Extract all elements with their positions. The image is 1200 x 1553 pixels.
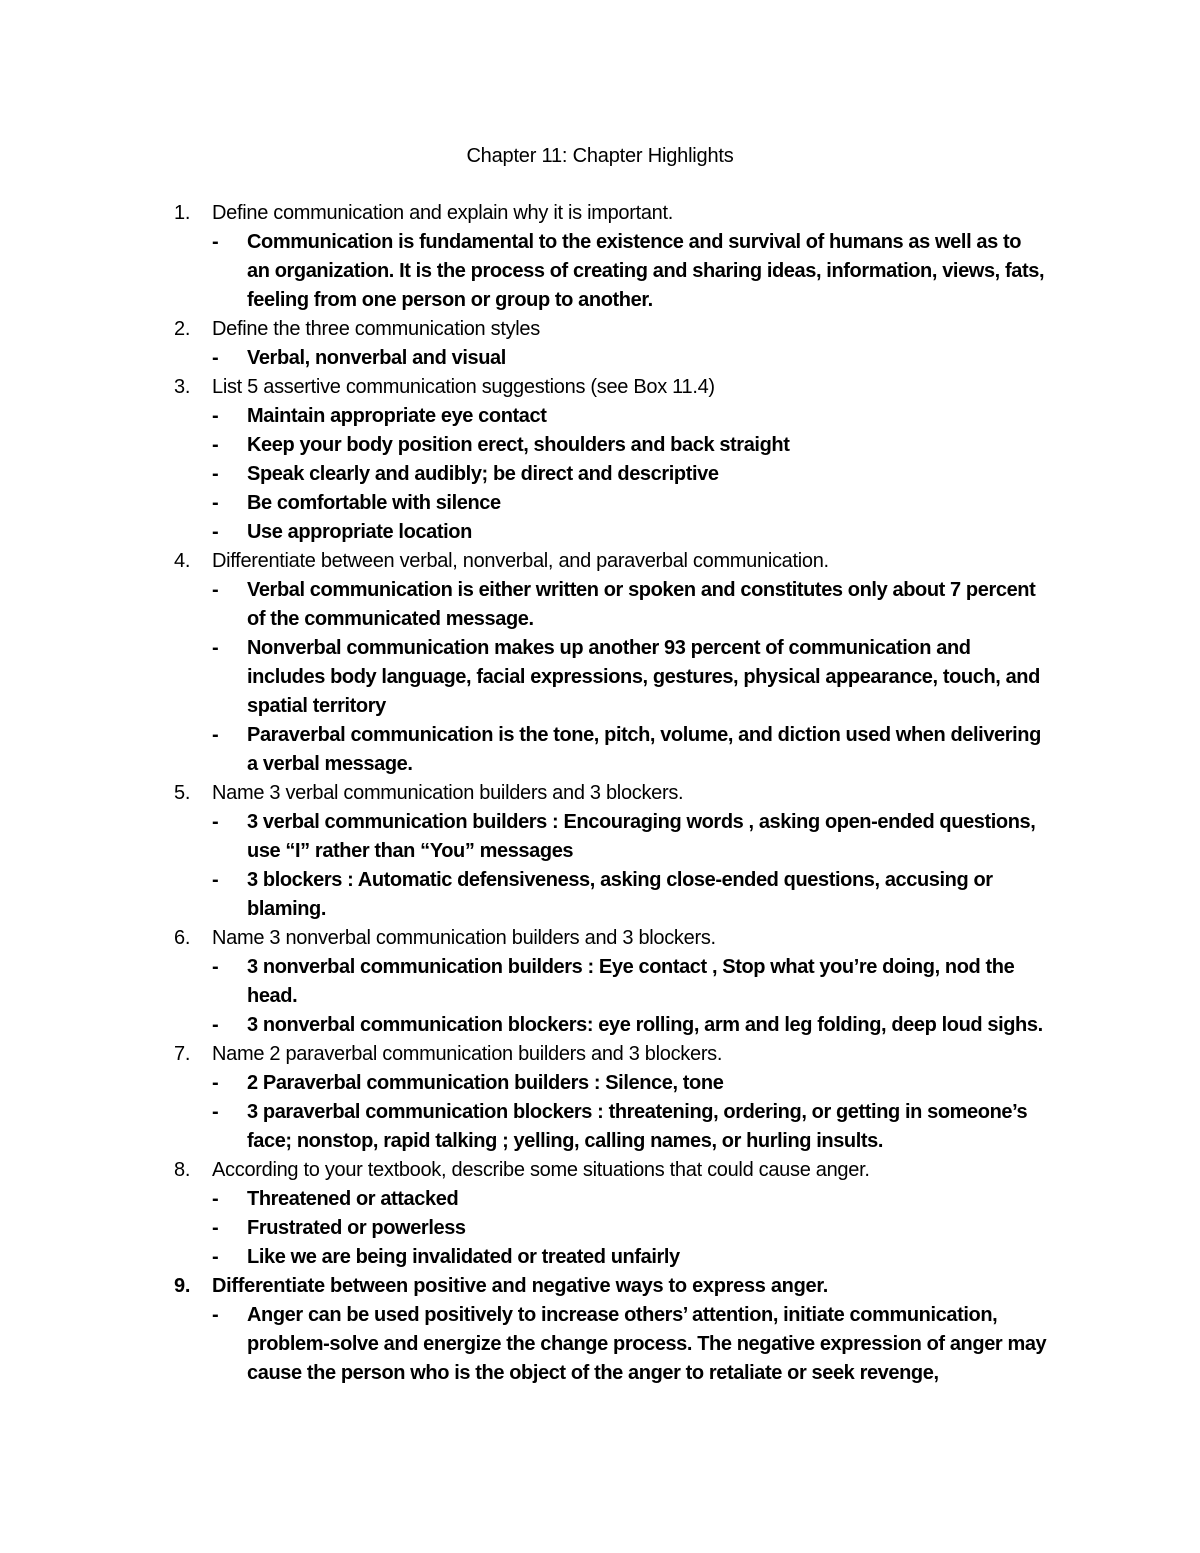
answer-bullet	[0, 634, 1047, 721]
answer-bullet	[0, 953, 1047, 1011]
dash-bullet-icon: -	[212, 405, 219, 427]
dash-bullet-icon: -	[212, 1304, 219, 1326]
answer-text: 3 nonverbal communication blockers: eye rolling, arm and leg folding, deep loud sighs.	[247, 1014, 1043, 1036]
question-item	[0, 547, 1200, 576]
question-number: 5.	[174, 782, 191, 804]
answer-text: Keep your body position erect, shoulders and back straight	[247, 434, 790, 456]
question-text: Name 3 nonverbal communication builders and 3 blockers.	[212, 927, 716, 949]
question-text: According to your textbook, describe some situations that could cause anger.	[212, 1159, 870, 1181]
answer-text: Verbal, nonverbal and visual	[247, 347, 506, 369]
question-number: 3.	[174, 376, 191, 398]
dash-bullet-icon: -	[212, 1072, 219, 1094]
question-item	[0, 315, 1200, 344]
question-text: List 5 assertive communication suggestions (see Box 11.4)	[212, 376, 715, 398]
question-number: 1.	[174, 202, 191, 224]
answer-text: Communication is fundamental to the existence and survival of humans as well as to an organization. It is the process of creating and sharing ideas, information, views, fats, feeling from one person or group to another.	[247, 231, 1045, 311]
dash-bullet-icon: -	[212, 1246, 219, 1268]
answer-bullet	[0, 808, 1047, 866]
answer-text: 2 Paraverbal communication builders : Silence, tone	[247, 1072, 724, 1094]
answer-text: 3 verbal communication builders : Encouraging words , asking open-ended questions, use “I” rather than “You” messages	[247, 811, 1036, 862]
question-text: Name 3 verbal communication builders and 3 blockers.	[212, 782, 684, 804]
question-number: 2.	[174, 318, 191, 340]
answer-bullet	[0, 576, 1047, 634]
answer-text: Verbal communication is either written or spoken and constitutes only about 7 percent of the communicated message.	[247, 579, 1036, 630]
dash-bullet-icon: -	[212, 492, 219, 514]
dash-bullet-icon: -	[212, 811, 219, 833]
answer-bullet	[0, 1301, 1047, 1388]
answer-bullet	[0, 1214, 1047, 1243]
answer-bullet	[0, 489, 1047, 518]
answer-text: Threatened or attacked	[247, 1188, 459, 1210]
dash-bullet-icon: -	[212, 956, 219, 978]
question-text: Define communication and explain why it is important.	[212, 202, 673, 224]
question-text: Define the three communication styles	[212, 318, 540, 340]
dash-bullet-icon: -	[212, 347, 219, 369]
answer-bullet	[0, 1098, 1047, 1156]
question-item	[0, 1272, 1200, 1301]
question-number: 8.	[174, 1159, 191, 1181]
question-number: 6.	[174, 927, 191, 949]
dash-bullet-icon: -	[212, 724, 219, 746]
answer-text: 3 blockers : Automatic defensiveness, asking close-ended questions, accusing or blaming.	[247, 869, 993, 920]
answer-text: Frustrated or powerless	[247, 1217, 466, 1239]
page-title: Chapter 11: Chapter Highlights	[466, 145, 734, 167]
answer-text: Maintain appropriate eye contact	[247, 405, 547, 427]
question-item	[0, 1156, 1200, 1185]
answer-text: 3 paraverbal communication blockers : threatening, ordering, or getting in someone’s face; nonstop, rapid talking ; yelling, calling names, or hurling insults.	[247, 1101, 1028, 1152]
question-list	[0, 199, 1200, 1388]
dash-bullet-icon: -	[212, 1014, 219, 1036]
answer-text: Use appropriate location	[247, 521, 472, 543]
dash-bullet-icon: -	[212, 521, 219, 543]
answer-bullet	[0, 344, 1047, 373]
question-item	[0, 1040, 1200, 1069]
dash-bullet-icon: -	[212, 869, 219, 891]
question-item	[0, 373, 1200, 402]
answer-bullet	[0, 1069, 1047, 1098]
dash-bullet-icon: -	[212, 637, 219, 659]
question-item	[0, 779, 1200, 808]
question-item	[0, 924, 1200, 953]
dash-bullet-icon: -	[212, 1217, 219, 1239]
answer-bullet	[0, 518, 1047, 547]
dash-bullet-icon: -	[212, 231, 219, 253]
answer-bullet	[0, 402, 1047, 431]
answer-bullet	[0, 431, 1047, 460]
answer-bullet	[0, 1243, 1047, 1272]
dash-bullet-icon: -	[212, 434, 219, 456]
question-text: Name 2 paraverbal communication builders and 3 blockers.	[212, 1043, 723, 1065]
answer-text: Paraverbal communication is the tone, pitch, volume, and diction used when delivering a verbal message.	[247, 724, 1041, 775]
question-number: 7.	[174, 1043, 191, 1065]
answer-bullet	[0, 1011, 1047, 1040]
question-item	[0, 199, 1200, 228]
dash-bullet-icon: -	[212, 1101, 219, 1123]
dash-bullet-icon: -	[212, 579, 219, 601]
answer-text: Like we are being invalidated or treated unfairly	[247, 1246, 680, 1268]
answer-bullet	[0, 1185, 1047, 1214]
dash-bullet-icon: -	[212, 1188, 219, 1210]
answer-bullet	[0, 721, 1047, 779]
question-number: 9.	[174, 1275, 191, 1297]
answer-bullet	[0, 228, 1047, 315]
question-text: Differentiate between verbal, nonverbal, and paraverbal communication.	[212, 550, 829, 572]
question-number: 4.	[174, 550, 191, 572]
answer-text: Anger can be used positively to increase others’ attention, initiate communication, problem-solve and energize the change process. The negative expression of anger may cause the person who is the object of the anger to retaliate or seek revenge,	[247, 1304, 1047, 1384]
answer-text: Speak clearly and audibly; be direct and descriptive	[247, 463, 719, 485]
answer-text: Nonverbal communication makes up another 93 percent of communication and includes body language, facial expressions, gestures, physical appearance, touch, and spatial territory	[247, 637, 1040, 717]
answer-text: Be comfortable with silence	[247, 492, 501, 514]
question-text: Differentiate between positive and negative ways to express anger.	[212, 1275, 828, 1297]
answer-bullet	[0, 460, 1047, 489]
answer-text: 3 nonverbal communication builders : Eye contact , Stop what you’re doing, nod the head.	[247, 956, 1015, 1007]
answer-bullet	[0, 866, 1047, 924]
dash-bullet-icon: -	[212, 463, 219, 485]
